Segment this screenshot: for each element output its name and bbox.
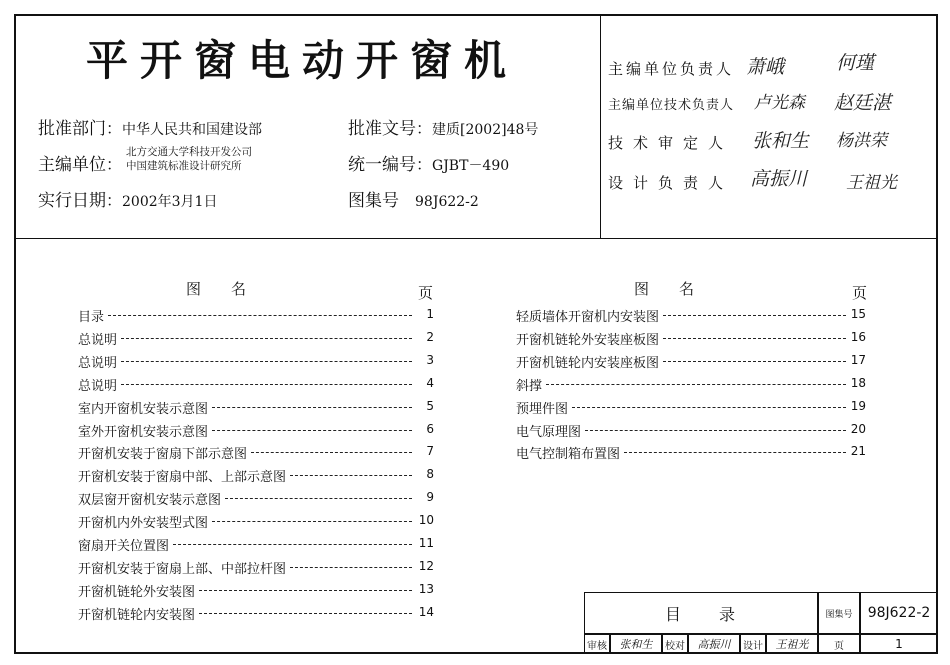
toc-right-head-page: 页: [852, 284, 868, 302]
toc-entry-name: 预埋件图: [516, 401, 569, 417]
toc-entry-name: 总说明: [78, 332, 118, 348]
unified-no-label: 统一编号: [348, 155, 416, 175]
approve-doc-label: 批准文号: [348, 119, 416, 139]
atlas-no-value: 98J622-2: [415, 194, 479, 210]
editor-unit-values: [126, 145, 252, 173]
title-block-atlas-value: 98J622-2: [860, 592, 938, 634]
toc-leader-line: [663, 361, 846, 362]
toc-entry-page: 9: [426, 490, 434, 505]
toc-entry-page: 18: [850, 375, 866, 390]
approve-doc: 批准文号：建质[2002]48号: [348, 119, 539, 139]
toc-leader-line: [108, 315, 412, 316]
toc-entry-name: 开窗机安装于窗扇上部、中部拉杆图: [78, 561, 287, 577]
toc-entry-name: 总说明: [78, 355, 118, 371]
toc-leader-line: [212, 430, 412, 431]
page-value: 1: [860, 634, 938, 654]
editor-unit-line1: 北方交通大学科技开发公司: [126, 146, 252, 158]
unified-no: 统一编号：GJBT－490: [348, 155, 510, 175]
check-signature: 高振川: [688, 634, 740, 654]
toc-leader-line: [572, 407, 846, 408]
toc-entry-page: 14: [418, 604, 434, 619]
toc-entry-name: 斜撑: [516, 378, 543, 394]
toc-entry-page: 15: [850, 307, 866, 321]
toc-entry-name: 开窗机链轮外安装座板图: [516, 332, 660, 348]
toc-entry-name: 开窗机链轮内安装图: [78, 607, 196, 623]
toc-entry-name: 目录: [78, 310, 105, 325]
approve-dept: 批准部门：中华人民共和国建设部: [38, 119, 263, 139]
toc-entry-page: 2: [426, 329, 434, 344]
toc-entry-page: 7: [426, 444, 434, 459]
signature-mark: 杨洪荣: [836, 131, 887, 151]
toc-left-head-name: 图 名: [186, 280, 247, 298]
unified-no-value: GJBT－490: [432, 158, 510, 174]
toc-leader-line: [251, 452, 412, 453]
toc-leader-line: [225, 498, 412, 499]
signature-row: [608, 168, 897, 193]
toc-leader-line: [663, 315, 846, 316]
toc-entry-page: 5: [426, 398, 434, 413]
impl-date: 实行日期：2002年3月1日: [38, 191, 218, 211]
signature-mark: 萧峨: [746, 56, 785, 78]
signature-mark: 高振川: [750, 168, 808, 190]
toc-left-head-page: 页: [418, 284, 434, 302]
toc-leader-line: [121, 361, 412, 362]
toc-entry-name: 总说明: [78, 378, 118, 394]
impl-date-label: 实行日期: [38, 191, 106, 211]
impl-date-value: 2002年3月1日: [122, 194, 218, 210]
toc-leader-line: [585, 430, 846, 431]
toc-entry-name: 电气原理图: [516, 424, 582, 440]
signature-mark: 卢光森: [754, 93, 805, 113]
signature-mark: 赵廷湛: [834, 92, 892, 114]
header-divider: [16, 238, 936, 239]
signature-row: [608, 130, 887, 153]
signature-role: 主编单位负责人: [608, 60, 735, 78]
title-block: [584, 592, 938, 654]
toc-entry-page: 17: [850, 352, 866, 367]
toc-leader-line: [173, 544, 412, 545]
toc-entry-name: 开窗机安装于窗扇中部、上部示意图: [78, 470, 287, 486]
toc-entry-page: 10: [418, 513, 434, 528]
signature-role: 设计负责人: [608, 174, 734, 192]
toc-entry-name: 开窗机链轮外安装图: [78, 584, 196, 600]
toc-entry-page: 11: [418, 536, 434, 550]
approve-dept-value: 中华人民共和国建设部: [122, 122, 263, 138]
signature-role: 技术审定人: [608, 134, 734, 152]
editor-unit: 主编单位：: [38, 155, 123, 175]
signature-mark: 王祖光: [846, 173, 897, 193]
approve-doc-value: 建质[2002]48号: [432, 122, 539, 138]
toc-entry-page: 1: [426, 307, 434, 321]
toc-entry-name: 双层窗开窗机安装示意图: [78, 493, 222, 509]
toc-entry-page: 20: [850, 421, 866, 436]
signature-mark: 张和生: [752, 130, 810, 152]
toc-entry-page: 19: [850, 398, 866, 413]
toc-entry-page: 6: [426, 421, 434, 436]
toc-leader-line: [546, 384, 846, 385]
title-block-atlas-label: 图集号: [818, 592, 860, 634]
toc-entry-name: 电气控制箱布置图: [516, 447, 621, 463]
toc-entry-page: 8: [426, 467, 434, 482]
toc-entry-name: 开窗机内外安装型式图: [78, 516, 209, 532]
toc-leader-line: [121, 338, 412, 339]
check-label: 校对: [662, 634, 688, 654]
toc-leader-line: [212, 407, 412, 408]
signature-mark: 何瑾: [836, 52, 875, 74]
toc-entry-name: 窗扇开关位置图: [78, 539, 170, 554]
toc-entry-name: 室外开窗机安装示意图: [78, 424, 209, 440]
toc-entry-name: 开窗机链轮内安装座板图: [516, 355, 660, 371]
toc-leader-line: [663, 338, 846, 339]
page-title: 平开窗电动开窗机: [86, 36, 519, 85]
page-label: 页: [818, 634, 860, 654]
review-label: 审核: [584, 634, 610, 654]
toc-entry-name: 开窗机安装于窗扇下部示意图: [78, 447, 248, 463]
toc-leader-line: [199, 613, 412, 614]
toc-entry-page: 3: [426, 352, 434, 367]
editor-unit-line2: 中国建筑标准设计研究所: [126, 160, 242, 172]
signature-divider: [600, 16, 601, 238]
signature-role: 主编单位技术负责人: [608, 98, 735, 113]
title-block-name: 目 录: [584, 592, 818, 634]
toc-leader-line: [212, 521, 412, 522]
toc-leader-line: [199, 590, 412, 591]
toc-entry-name: 轻质墙体开窗机内安装图: [516, 310, 660, 325]
toc-leader-line: [290, 475, 412, 476]
editor-unit-label: 主编单位: [38, 155, 106, 175]
signature-row: [608, 92, 892, 114]
toc-leader-line: [624, 452, 846, 453]
approve-dept-label: 批准部门: [38, 119, 106, 139]
toc-entry-page: 13: [418, 581, 434, 596]
toc-entry-name: 室内开窗机安装示意图: [78, 401, 209, 417]
toc-right-head-name: 图 名: [634, 280, 695, 298]
toc-entry-page: 21: [850, 444, 866, 459]
atlas-no: [348, 186, 479, 211]
toc-entry-page: 16: [850, 329, 866, 344]
review-signature: 张和生: [610, 634, 662, 654]
toc-entry-page: 12: [418, 558, 434, 573]
signature-row: [608, 52, 875, 79]
toc-entry-page: 4: [426, 375, 434, 390]
toc-leader-line: [290, 567, 412, 568]
design-signature: 王祖光: [766, 634, 818, 654]
toc-leader-line: [121, 384, 412, 385]
atlas-no-label: 图集号: [348, 191, 399, 211]
design-label: 设计: [740, 634, 766, 654]
